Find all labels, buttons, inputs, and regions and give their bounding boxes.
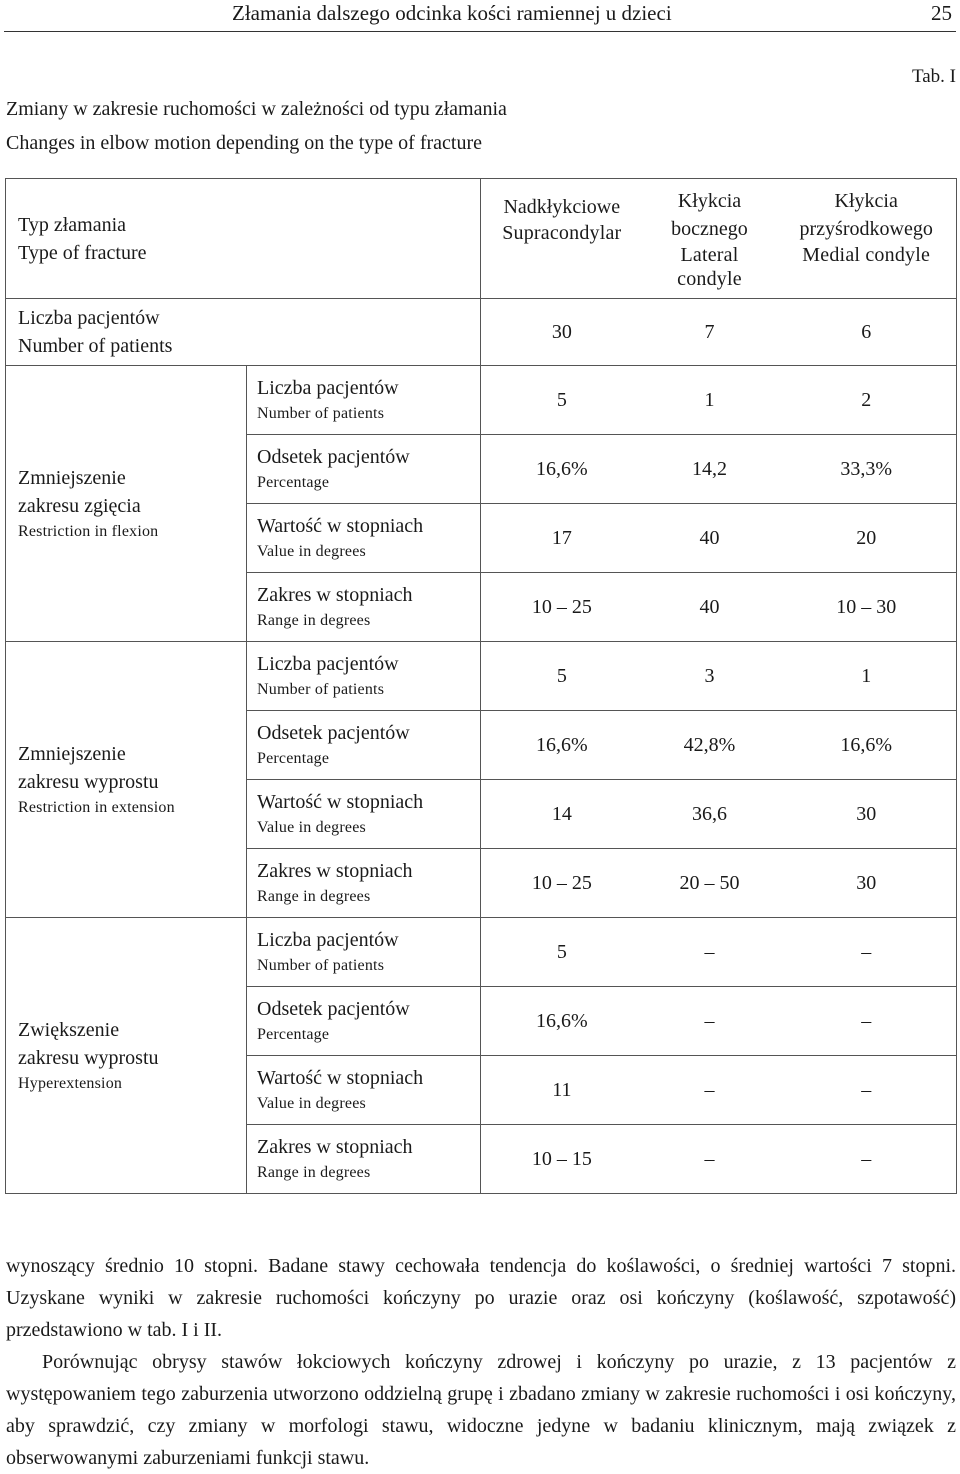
- paragraph: Porównując obrysy stawów łokciowych kończyny zdrowej i kończyny po urazie, z 13 pacjentów z występowaniem tego zaburzenia utworzono oddzielną grupę i zbadano zmiany w zakresie ruchomości i osi kończyny, aby sprawdzić, czy zmiany w morfologi stawu, widoczne jedyne w badaniu klinicznym, mają związek z obserwowanymi zaburzeniami funkcji stawu.: [6, 1351, 956, 1469]
- measure-label-pl: Wartość w stopniach: [257, 1067, 424, 1089]
- value-cell: 36,6: [692, 802, 728, 825]
- patients-values: [481, 299, 957, 366]
- measure-values: [481, 435, 957, 504]
- measure-label-en: Value in degrees: [257, 1095, 366, 1112]
- measure-label-en: Percentage: [257, 1026, 330, 1043]
- measure-label-en: Number of patients: [257, 405, 385, 422]
- patients-row: [6, 299, 957, 366]
- running-title: Złamania dalszego odcinka kości ramiennej u dzieci: [232, 1, 672, 25]
- medial-condyle-header-pl: Kłykcia przyśrodkowego: [799, 189, 933, 240]
- measure-label-en: Percentage: [257, 750, 330, 767]
- value-cell: 40: [699, 595, 720, 618]
- measure-label-cell: [247, 504, 481, 573]
- paragraph: wynoszący średnio 10 stopni. Badane stawy cechowała tendencja do koślawości, o średniej wartości 7 stopni. Uzyskane wyniki w zakresie ruchomości kończyny po urazie oraz osi kończyny (koślawość, szpotawość) przedstawiono w tab. I i II.: [6, 1255, 956, 1341]
- value-cell: –: [704, 940, 715, 963]
- table-row: [6, 366, 957, 435]
- measure-label-cell: [247, 918, 481, 987]
- measure-label-pl: Zakres w stopniach: [257, 860, 413, 882]
- value-cell: 1: [861, 664, 872, 687]
- body-text: [6, 1250, 956, 1474]
- value-cell: 7: [704, 320, 715, 343]
- supracondylar-header-en: Supracondylar: [502, 221, 622, 244]
- measure-label-cell: [247, 849, 481, 918]
- group-label-cell: [6, 366, 247, 642]
- patients-label-cell: [6, 299, 481, 366]
- value-cell: –: [704, 1078, 715, 1101]
- patients-label-pl: Liczba pacjentów: [18, 307, 160, 329]
- measure-label-pl: Wartość w stopniach: [257, 515, 424, 537]
- group-label-en: Restriction in flexion: [18, 522, 159, 540]
- data-table: [5, 178, 957, 1194]
- measure-label-pl: Odsetek pacjentów: [257, 722, 410, 744]
- value-cell: 14: [551, 802, 572, 825]
- measure-values: [481, 366, 957, 435]
- value-cell: 20 – 50: [679, 871, 740, 894]
- measure-label-en: Range in degrees: [257, 612, 371, 629]
- group-label-pl: zakresu wyprostu: [18, 1046, 159, 1069]
- table-caption: [6, 92, 507, 160]
- measure-label-en: Value in degrees: [257, 543, 366, 560]
- measure-values: [481, 918, 957, 987]
- value-cell: 1: [704, 388, 715, 411]
- value-cell: 10 – 25: [531, 871, 592, 894]
- measure-label-en: Value in degrees: [257, 819, 366, 836]
- value-cell: 33,3%: [840, 457, 893, 480]
- value-cell: 5: [556, 388, 567, 411]
- value-cell: 30: [856, 871, 877, 894]
- value-cell: 5: [556, 940, 567, 963]
- value-cell: –: [704, 1009, 715, 1032]
- measure-label-cell: [247, 1056, 481, 1125]
- value-cell: –: [861, 1009, 872, 1032]
- type-header-pl: Typ złamania: [18, 213, 126, 236]
- measure-values: [481, 573, 957, 642]
- value-cell: 17: [551, 526, 572, 549]
- measure-label-cell: [247, 573, 481, 642]
- group-label-cell: [6, 918, 247, 1194]
- group-label-pl: zakresu zgięcia: [18, 494, 141, 517]
- measure-label-en: Number of patients: [257, 681, 385, 698]
- supracondylar-header-pl: Nadkłykciowe: [503, 195, 621, 218]
- caption-line-en: Changes in elbow motion depending on the type of fracture: [6, 132, 482, 154]
- header-rule: [4, 31, 956, 32]
- measure-label-cell: [247, 1125, 481, 1194]
- measure-label-cell: [247, 987, 481, 1056]
- group-label-en: Restriction in extension: [18, 798, 175, 816]
- caption-line-pl: Zmiany w zakresie ruchomości w zależności od typu złamania: [6, 98, 507, 120]
- medial-condyle-header-en: Medial condyle: [802, 243, 931, 266]
- value-cell: 16,6%: [840, 733, 893, 756]
- lateral-condyle-header-en: Lateral condyle: [677, 243, 742, 290]
- value-cell: –: [861, 1147, 872, 1170]
- value-cell: –: [861, 1078, 872, 1101]
- value-cell: 14,2: [692, 457, 728, 480]
- measure-values: [481, 711, 957, 780]
- value-cell: 42,8%: [683, 733, 736, 756]
- value-cell: 2: [861, 388, 872, 411]
- value-cell: 30: [551, 320, 572, 343]
- measure-values: [481, 1056, 957, 1125]
- measure-label-en: Percentage: [257, 474, 330, 491]
- type-header-cell: [6, 179, 481, 299]
- value-cell: 40: [699, 526, 720, 549]
- value-cell: 30: [856, 802, 877, 825]
- measure-label-en: Range in degrees: [257, 1164, 371, 1181]
- value-cell: 5: [556, 664, 567, 687]
- medial-condyle-header: [776, 187, 956, 291]
- measure-label-pl: Liczba pacjentów: [257, 377, 399, 399]
- value-cell: 16,6%: [535, 733, 588, 756]
- value-cell: 6: [861, 320, 872, 343]
- measure-values: [481, 1125, 957, 1194]
- measure-label-pl: Wartość w stopniach: [257, 791, 424, 813]
- lateral-condyle-header: [643, 187, 777, 291]
- group-label-pl: Zmniejszenie: [18, 742, 126, 765]
- measure-label-pl: Odsetek pacjentów: [257, 998, 410, 1020]
- measure-values: [481, 987, 957, 1056]
- measure-label-cell: [247, 435, 481, 504]
- measure-values: [481, 780, 957, 849]
- measure-label-cell: [247, 780, 481, 849]
- fracture-type-headers: [481, 179, 957, 299]
- type-header-en: Type of fracture: [18, 241, 147, 264]
- measure-values: [481, 504, 957, 573]
- group-label-en: Hyperextension: [18, 1074, 123, 1092]
- page-number: 25: [931, 1, 952, 25]
- supracondylar-header: [481, 187, 643, 291]
- value-cell: –: [704, 1147, 715, 1170]
- running-header: [0, 0, 960, 30]
- value-cell: 16,6%: [535, 1009, 588, 1032]
- table-row: [6, 642, 957, 711]
- group-label-cell: [6, 642, 247, 918]
- group-label-pl: Zmniejszenie: [18, 466, 126, 489]
- value-cell: 10 – 30: [836, 595, 897, 618]
- group-label-pl: Zwiększenie: [18, 1018, 120, 1041]
- value-cell: 11: [552, 1078, 572, 1101]
- table-label: Tab. I: [911, 66, 956, 87]
- measure-label-cell: [247, 366, 481, 435]
- value-cell: 10 – 15: [531, 1147, 592, 1170]
- measure-label-pl: Zakres w stopniach: [257, 1136, 413, 1158]
- table-header-row: [6, 179, 957, 299]
- value-cell: 20: [856, 526, 877, 549]
- group-label-pl: zakresu wyprostu: [18, 770, 159, 793]
- table-row: [6, 918, 957, 987]
- measure-label-pl: Odsetek pacjentów: [257, 446, 410, 468]
- measure-label-cell: [247, 642, 481, 711]
- measure-values: [481, 642, 957, 711]
- measure-label-pl: Liczba pacjentów: [257, 653, 399, 675]
- lateral-condyle-header-pl: Kłykcia bocznego: [671, 189, 748, 240]
- measure-label-en: Number of patients: [257, 957, 385, 974]
- measure-label-cell: [247, 711, 481, 780]
- patients-label-en: Number of patients: [18, 335, 173, 357]
- value-cell: 16,6%: [535, 457, 588, 480]
- measure-label-pl: Zakres w stopniach: [257, 584, 413, 606]
- value-cell: 10 – 25: [531, 595, 592, 618]
- value-cell: 3: [704, 664, 715, 687]
- measure-label-pl: Liczba pacjentów: [257, 929, 399, 951]
- measure-values: [481, 849, 957, 918]
- value-cell: –: [861, 940, 872, 963]
- measure-label-en: Range in degrees: [257, 888, 371, 905]
